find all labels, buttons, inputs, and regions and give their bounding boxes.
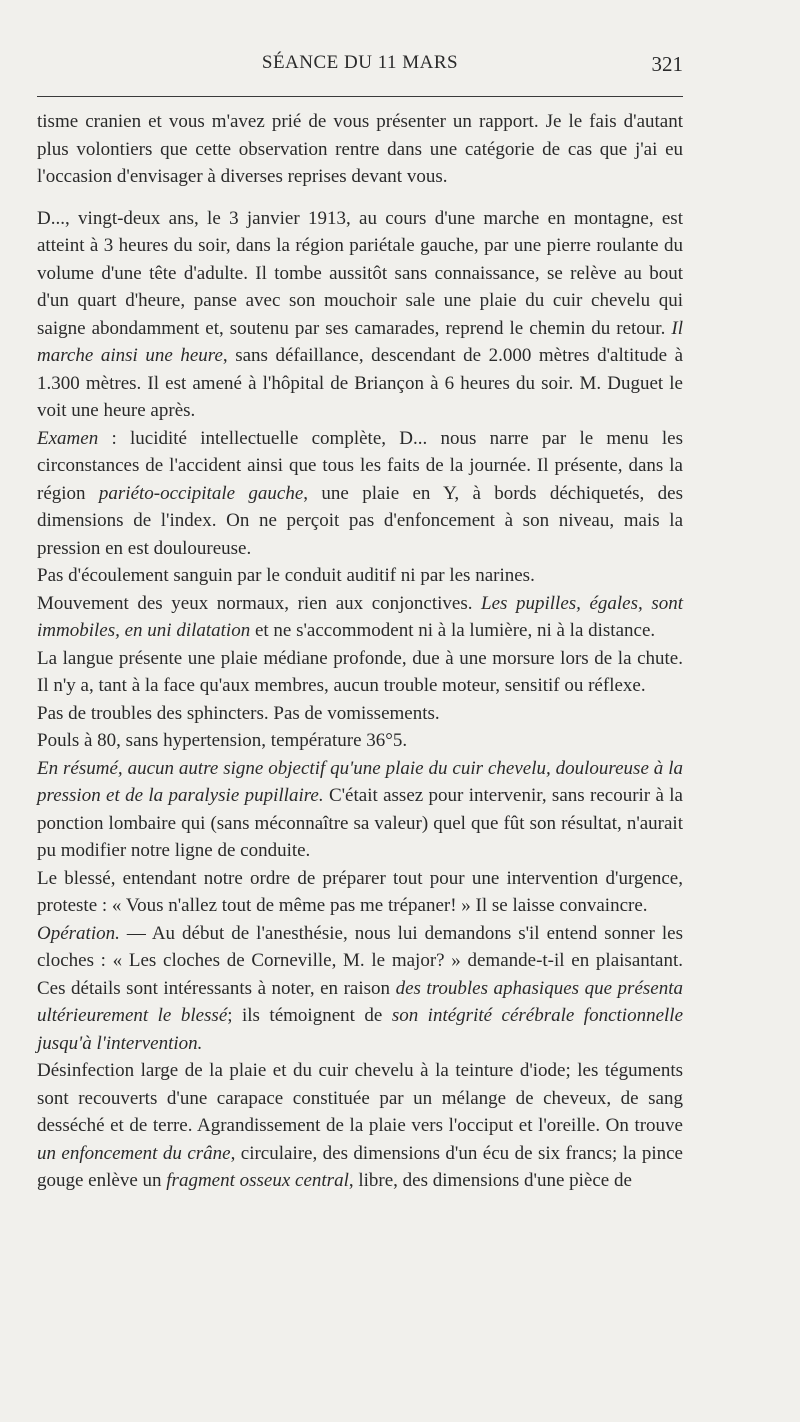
text-run: Mouvement des yeux normaux, rien aux conjonctives. — [37, 592, 482, 614]
text-run: Pas de troubles des sphincters. Pas de vomissements. — [37, 702, 440, 724]
paragraph-ecoulement — [37, 562, 683, 590]
text-run: , une plaie en Y, à bords déchiquetés, des dimensions de l'index. On ne perçoit pas d'enfoncement à son niveau, mais la pression en est douloureuse. — [37, 482, 683, 559]
page-number: 321 — [651, 52, 683, 76]
italic-text-run: Les pupilles, égales, sont immobiles, en uni dilatation — [37, 592, 683, 641]
text-run: , circulaire, des dimensions d'un écu de six francs; la pince gouge enlève un — [37, 1142, 683, 1191]
text-run: C'était assez pour intervenir, sans recourir à la ponction lombaire qui (sans méconnaître sa valeur) quel que fût son résultat, n'aurait pu modifier notre ligne de conduite. — [37, 785, 683, 861]
paragraph-examen — [37, 425, 683, 563]
text-run: tisme cranien et vous m'avez prié de vous présenter un rapport. Je le fais d'autant plus volontiers que cette observation rentre dans une catégorie de cas que j'ai eu l'occasion d'envisager à diverses reprises devant vous. — [37, 111, 683, 187]
italic-text-run: fragment osseux central — [166, 1170, 349, 1191]
paragraph-desinfection — [37, 1057, 683, 1195]
text-run: — Au début de l'anesthésie, nous lui demandons s'il entend sonner les cloches : « Les cloches de Corneville, M. le major? » demande-t-il en plaisantant. Ces détails sont intéressants à noter, en raison — [37, 922, 683, 999]
text-run: La langue présente une plaie médiane profonde, due à une morsure lors de la chute. Il n'y a, tant à la face qu'aux membres, aucun trouble moteur, sensitif ou réflexe. — [37, 647, 683, 696]
text-run: Le blessé, entendant notre ordre de préparer tout pour une intervention d'urgence, proteste : « Vous n'allez tout de même pas me trépaner! » Il se laisse convaincre. — [37, 867, 683, 916]
italic-text-run: des troubles aphasiques que présenta ultérieurement le blessé — [37, 977, 683, 1026]
header-rule — [37, 96, 683, 97]
running-head: SÉANCE DU 11 MARS — [261, 52, 459, 73]
italic-text-run: En résumé, aucun autre signe objectif qu'une plaie du cuir chevelu, douloureuse à la pression et de la paralysie pupillaire. — [37, 757, 683, 806]
document-page — [37, 0, 683, 1422]
paragraph-case — [37, 205, 683, 425]
text-run: , libre, des dimensions d'une pièce de — [348, 1170, 632, 1191]
italic-text-run: pariéto-occipitale gauche — [98, 482, 304, 504]
text-run: Désinfection large de la plaie et du cuir chevelu à la teinture d'iode; les téguments sont recouverts d'une carapace constituée par un mélange de cheveux, de sang desséché et de terre. Agrandissement de la plaie vers l'occiput et l'oreille. On trouve — [37, 1060, 683, 1136]
paragraph-intro — [37, 108, 683, 191]
text-run: et ne s'accommodent ni à la lumière, ni à la distance. — [250, 620, 656, 641]
page-header — [37, 52, 683, 82]
text-run: Pas d'écoulement sanguin par le conduit auditif ni par les narines. — [37, 565, 535, 586]
text-run: Pouls à 80, sans hypertension, température 36°5. — [37, 730, 408, 751]
paragraph-langue — [37, 645, 683, 700]
italic-text-run: un enfoncement du crâne — [37, 1142, 231, 1164]
italic-text-run: Il marche ainsi une heure — [37, 317, 683, 366]
paragraph-pupilles — [37, 590, 683, 645]
italic-text-run: son intégrité cérébrale fonctionnelle jusqu'à l'intervention. — [37, 1005, 684, 1054]
text-run: , sans défaillance, descendant de 2.000 mètres d'altitude à 1.300 mètres. Il est amené à l'hôpital de Briançon à 6 heures du soir. M. Duguet le voit une heure après. — [37, 345, 684, 421]
paragraph-operation — [37, 920, 683, 1058]
text-run: ; ils témoignent de — [227, 1005, 392, 1026]
paragraph-sphincters — [37, 700, 683, 728]
body-text — [37, 108, 683, 1195]
italic-text-run: Examen — [37, 427, 99, 449]
paragraph-pouls — [37, 727, 683, 755]
paragraph-blesse — [37, 865, 683, 920]
paragraph-resume — [37, 755, 683, 865]
text-run: D..., vingt-deux ans, le 3 janvier 1913, au cours d'une marche en montagne, est atteint à 3 heures du soir, dans la région pariétale gauche, par une pierre roulante du volume d'une tête d'adulte. Il tombe aussitôt sans connaissance, se relève au bout d'un quart d'heure, panse avec son mouchoir sale une plaie du cuir chevelu qui saigne abondamment et, soutenu par ses camarades, reprend le chemin du retour. — [37, 207, 683, 339]
text-run: : lucidité intellectuelle complète, D... nous narre par le menu les circonstances de l'accident ainsi que tous les faits de la journée. Il présente, dans la région — [37, 427, 683, 504]
italic-text-run: Opération. — [37, 922, 120, 944]
